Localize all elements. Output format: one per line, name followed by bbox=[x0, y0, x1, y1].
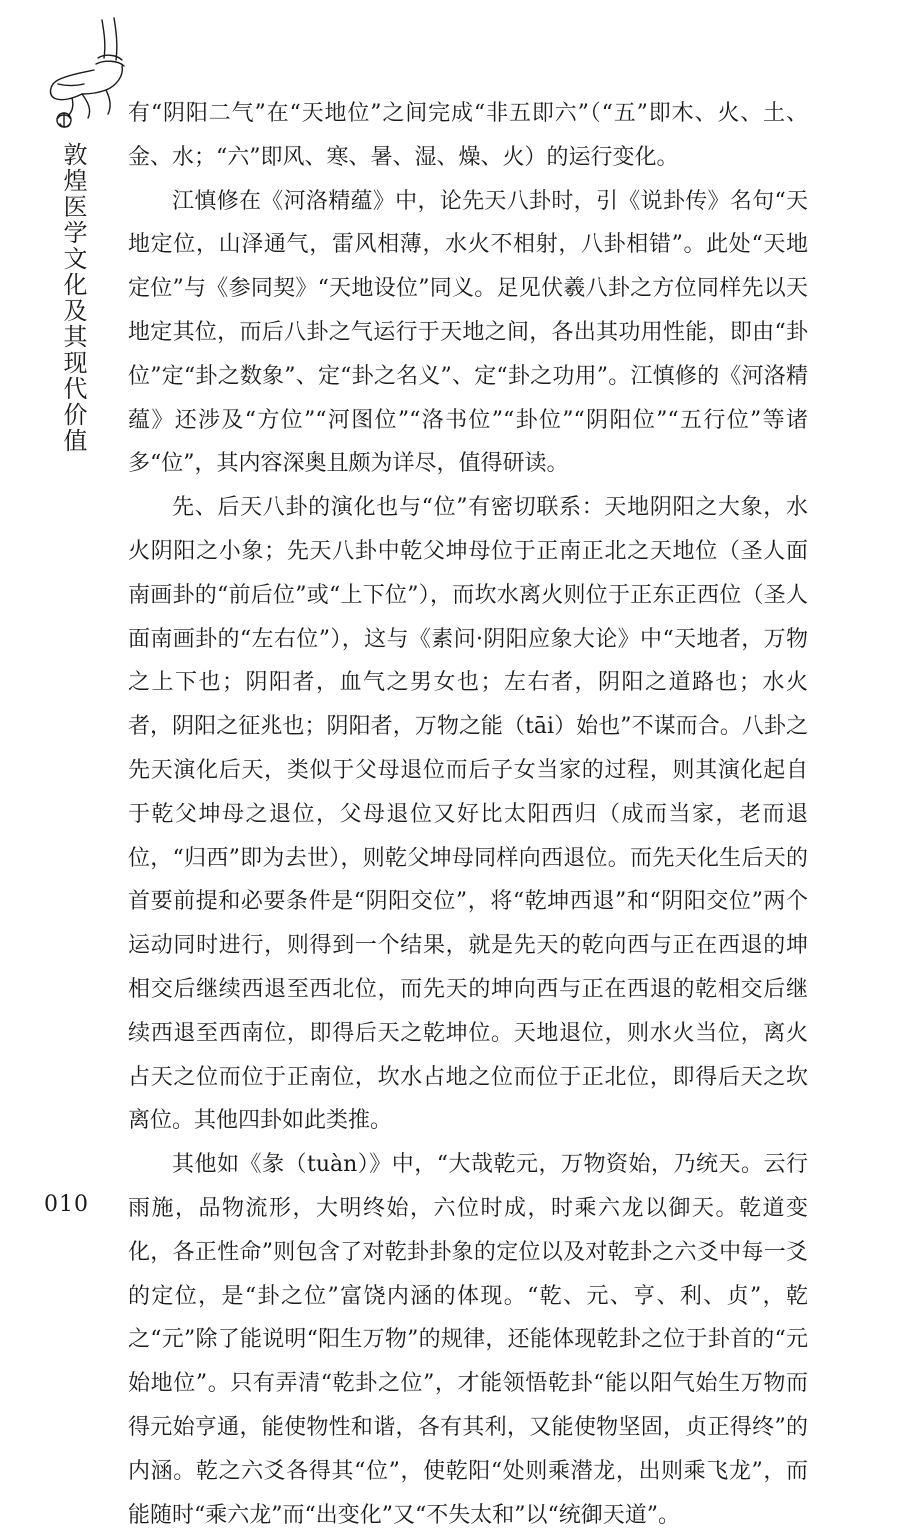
page-number: 010 bbox=[44, 1192, 89, 1217]
body-text bbox=[128, 92, 808, 1537]
paragraph: 江慎修在《河洛精蕴》中，论先天八卦时，引《说卦传》名句“天地定位，山泽通气，雷风相薄，水火不相射，八卦相错”。此处“天地定位”与《参同契》“天地设位”同义。足见伏羲八卦之方位同样先以天地定其位，而后八卦之气运行于天地之间，各出其功用性能，即由“卦位”定“卦之数象”、定“卦之名义”、定“卦之功用”。江慎修的《河洛精蕴》还涉及“方位”“河图位”“洛书位”“卦位”“阴阳位”“五行位”等诸多“位”，其内容深奥且颇为详尽，值得研读。 bbox=[128, 188, 808, 477]
paragraph: 有“阴阳二气”在“天地位”之间完成“非五即六”（“五”即木、火、土、金、水；“六”即风、寒、暑、湿、燥、火）的运行变化。 bbox=[128, 101, 808, 170]
hand-holding-flower-ornament bbox=[32, 14, 128, 132]
running-title: 敦煌医学文化及其现代价值 bbox=[59, 142, 87, 454]
paragraph: 其他如《彖（tuàn）》中，“大哉乾元，万物资始，乃统天。云行雨施，品物流形，大明终始，六位时成，时乘六龙以御天。乾道变化，各正性命”则包含了对乾卦卦象的定位以及对乾卦之六爻中每一爻的定位，是“卦之位”富饶内涵的体现。“乾、元、亨、利、贞”，乾之“元”除了能说明“阳生万物”的规律，还能体现乾卦之位于卦首的“元始地位”。只有弄清“乾卦之位”，才能领悟乾卦“能以阳气始生万物而得元始亨通，能使物性和谐，各有其利，又能使物坚固，贞正得终”的内涵。乾之六爻各得其“位”，使乾阳“处则乘潜龙，出则乘飞龙”，而能随时“乘六龙”而“出变化”又“不失太和”以“统御天道”。 bbox=[128, 1152, 808, 1528]
paragraph: 先、后天八卦的演化也与“位”有密切联系：天地阴阳之大象，水火阴阳之小象；先天八卦中乾父坤母位于正南正北之天地位（圣人面南画卦的“前后位”或“上下位”），而坎水离火则位于正东正西位（圣人面南画卦的“左右位”），这与《素问·阴阳应象大论》中“天地者，万物之上下也；阴阳者，血气之男女也；左右者，阴阳之道路也；水火者，阴阳之征兆也；阴阳者，万物之能（tāi）始也”不谋而合。八卦之先天演化后天，类似于父母退位而后子女当家的过程，则其演化起自于乾父坤母之退位，父母退位又好比太阳西归（成而当家，老而退位，“归西”即为去世），则乾父坤母同样向西退位。而先天化生后天的首要前提和必要条件是“阴阳交位”，将“乾坤西退”和“阴阳交位”两个运动同时进行，则得到一个结果，就是先天的乾向西与正在西退的坤相交后继续西退至西北位，而先天的坤向西与正在西退的乾相交后继续西退至西南位，即得后天之乾坤位。天地退位，则水火当位，离火占天之位而位于正南位，坎水占地之位而位于正北位，即得后天之坎离位。其他四卦如此类推。 bbox=[128, 495, 808, 1134]
